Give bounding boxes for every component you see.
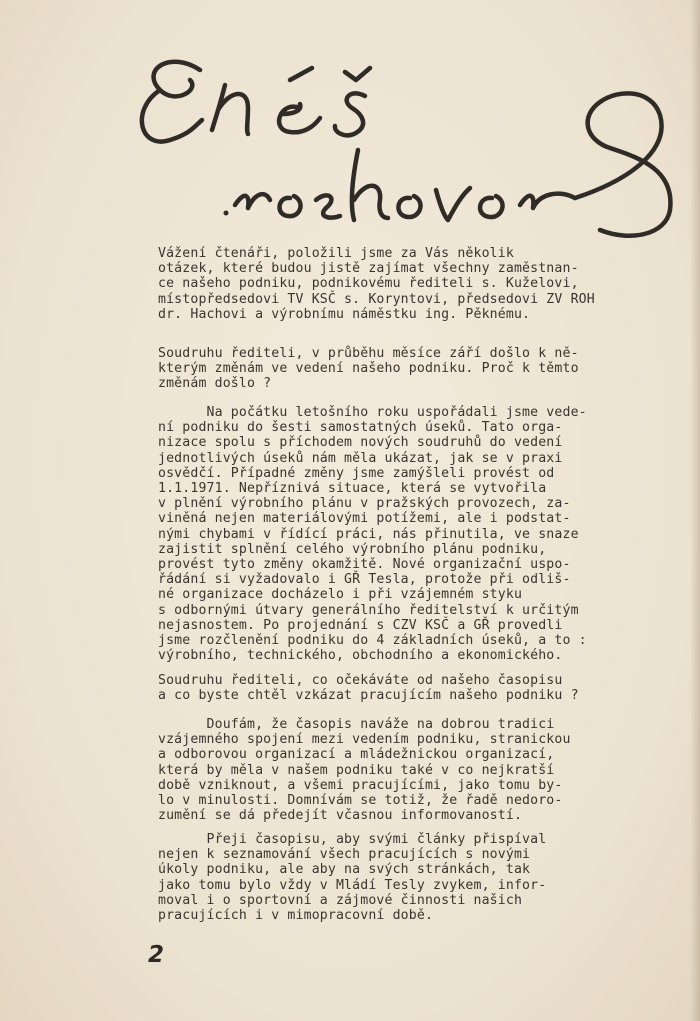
answer-3: Přeji časopisu, aby svými články přispíval nejen k seznamování všech pracujících s novými úkoly podniku, ale aby na svých stránkách, tak jako tomu bylo vždy v Mládí Tesly zvykem, infor- moval i o sportovní a zájmové činnosti našich pracujících i v mimopracovní době. [158,832,547,924]
intro-paragraph: Vážení čtenáři, položili jsme za Vás několik otázek, které budou jistě zajímat všechny zaměstnan- ce našeho podniku, podnikovému řediteli s. Kuželovi, místopředsedovi TV KSČ s. Koryntovi, předsedovi ZV ROH dr. Hachovi a výrobnímu náměstku ing. Pěknému. [158,246,595,322]
page-number: 2 [148,942,165,968]
answer-2: Doufám, že časopis naváže na dobrou tradici vzájemného spojení mezi vedením podniku, stranickou a odborovou organizací a mládežnickou organizací, která by měla v našem podniku také v co nejkratší době vzniknout, a všemi pracujícími, jako tomu by- lo v minulosti. Domnívám se totiž, že řadě nedoro- zumění se dá předejít včasnou informovaností. [158,717,571,824]
handwritten-heading [130,30,690,260]
page-edge-shadow [690,0,700,1021]
answer-1: Na počátku letošního roku uspořádali jsme vede- ní podniku do šesti samostatných úseků. Tato orga- nizace spolu s příchodem nových soudruhů do vedení jednotlivých úseků nám měla ukázat, jak se v praxi osvědčí. Případné změny jsme zamýšleli provést od 1.1.1971. Nepříznivá situace, která se vytvořila v plnění výrobního plánu v pražských provozech, za- viněná nejen materiálovými potížemi, ale i podstat- nými chybami v řídící práci, nás přinutila, ve snaze zajistit splnění celého výrobního plánu podniku, provést tyto změny okamžitě. Nové organizační uspo- řádání si vyžadovalo i GŘ Tesla, protože při odliš- né organizace docházelo i při vzájemném styku s odbornými útvary generálního ředitelství k určitým nejasnostem. Po projednání s CZV KSČ a GŘ provedli jsme rozčlenění podniku do 4 základních úseků, a to : výrobního, technického, obchodního a ekonomického. [158,405,587,664]
question-1: Soudruhu řediteli, v průběhu měsíce září došlo k ně- kterým změnám ve vedení našeho podniku. Proč k těmto změnám došlo ? [158,346,579,392]
question-2: Soudruhu řediteli, co očekáváte od našeho časopisu a co byste chtěl vzkázat pracujícím našeho podniku ? [158,673,579,704]
